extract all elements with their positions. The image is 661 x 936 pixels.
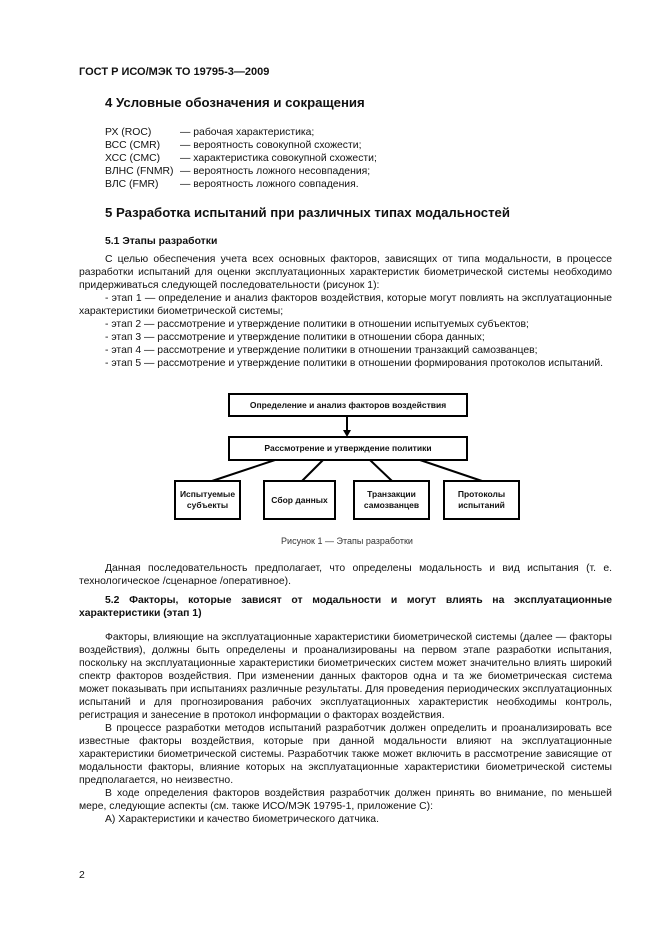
paragraph: А) Характеристики и качество биометрического датчика. [105, 814, 379, 825]
abbreviation-item [105, 178, 377, 191]
after-figure-paragraph [79, 562, 612, 588]
figure-caption: Рисунок 1 — Этапы разработки [281, 536, 413, 546]
section-5-heading: 5 Разработка испытаний при различных типах модальностей [105, 205, 510, 220]
diagram-box-policy: Рассмотрение и утверждение политики [228, 436, 468, 461]
diagram-box-impostor-transactions: Транзакции самозванцев [353, 480, 430, 520]
abbreviation-definition: — вероятность ложного совпадения. [180, 179, 359, 190]
step-item: - этап 3 — рассмотрение и утверждение политики в отношении сбора данных; [105, 332, 485, 343]
abbreviation-definition: — характеристика совокупной схожести; [180, 153, 377, 164]
section-5-1-body [79, 253, 612, 370]
abbreviations-list [105, 126, 377, 191]
step-item: - этап 2 — рассмотрение и утверждение политики в отношении испытуемых субъектов; [105, 319, 529, 330]
paragraph: Факторы, влияющие на эксплуатационные характеристики биометрической системы (далее — факторы воздействия), должны быть определены и проанализированы на первом этапе разработки испытания, поскольку на эксплуатационные характеристики биометрических систем может значительно влиять широкий спектр факторов воздействия. При изменении данных факторов одна и та же биометрическая система может показывать при испытаниях различные результаты. Для проведения периодических эксплуатационных испытаний и для прогнозирования рабочих эксплуатационных характеристик необходимы контроль, регистрация и занесение в протокол информации о факторах воздействия. [79, 632, 612, 721]
after-figure-text: Данная последовательность предполагает, что определены модальность и вид испытания (т. е. технологическое /сценарное /оперативное). [79, 563, 612, 587]
abbreviation-term: ХСС (CMC) [105, 153, 161, 164]
abbreviation-definition: — вероятность совокупной схожести; [180, 140, 362, 151]
intro-paragraph: С целью обеспечения учета всех основных факторов, зависящих от типа модальности, в процессе разработки испытаний для оценки эксплуатационных характеристик биометрической системы необходимо придерживаться следующей последовательности (рисунок 1): [79, 254, 612, 291]
arrow-down-icon [343, 430, 351, 437]
abbreviation-term: ВЛНС (FNMR) [105, 166, 174, 177]
abbreviation-definition: — вероятность ложного несовпадения; [180, 166, 371, 177]
step-item: - этап 4 — рассмотрение и утверждение политики в отношении транзакций самозванцев; [105, 345, 538, 356]
abbreviation-item [105, 126, 377, 139]
abbreviation-definition: — рабочая характеристика; [180, 127, 315, 138]
diagram-box-test-reports: Протоколы испытаний [443, 480, 520, 520]
section-5-2-heading: 5.2 Факторы, которые зависят от модальности и могут влиять на эксплуатационные характеристики (этап 1) [79, 595, 612, 619]
diagram-box-data-collection: Сбор данных [263, 480, 336, 520]
page-number: 2 [79, 870, 85, 881]
abbreviation-item [105, 152, 377, 165]
abbreviation-item [105, 165, 377, 178]
abbreviation-term: ВЛС (FMR) [105, 179, 159, 190]
paragraph: В процессе разработки методов испытаний разработчик должен определить и проанализировать все известные факторы воздействия, которые при данной модальности влияют на эксплуатационные характеристики биометрической системы. Разработчик также может включить в рассмотрение зависящие от модальности факторы, влияние которых на эксплуатационные характеристики биометрической системы предполагается, но неизвестно. [79, 723, 612, 786]
section-5-1-heading: 5.1 Этапы разработки [105, 236, 218, 247]
section-5-2-body [79, 631, 612, 826]
paragraph: В ходе определения факторов воздействия разработчик должен принять во внимание, по меньшей мере, следующие аспекты (см. также ИСО/МЭК 19795-1, приложение С): [79, 788, 612, 812]
abbreviation-term: ВСС (CMR) [105, 140, 161, 151]
abbreviation-term: РХ (ROC) [105, 127, 152, 138]
section-4-heading: 4 Условные обозначения и сокращения [105, 95, 365, 110]
step-item: - этап 1 — определение и анализ факторов воздействия, которые могут повлиять на эксплуатационные характеристики биометрической системы; [79, 293, 612, 317]
abbreviation-item [105, 139, 377, 152]
diagram-box-subjects: Испытуемые субъекты [174, 480, 241, 520]
step-item: - этап 5 — рассмотрение и утверждение политики в отношении формирования протоколов испытаний. [105, 358, 604, 369]
diagram-box-analysis: Определение и анализ факторов воздействия [228, 393, 468, 417]
page-header: ГОСТ Р ИСО/МЭК ТО 19795-3—2009 [79, 66, 270, 78]
